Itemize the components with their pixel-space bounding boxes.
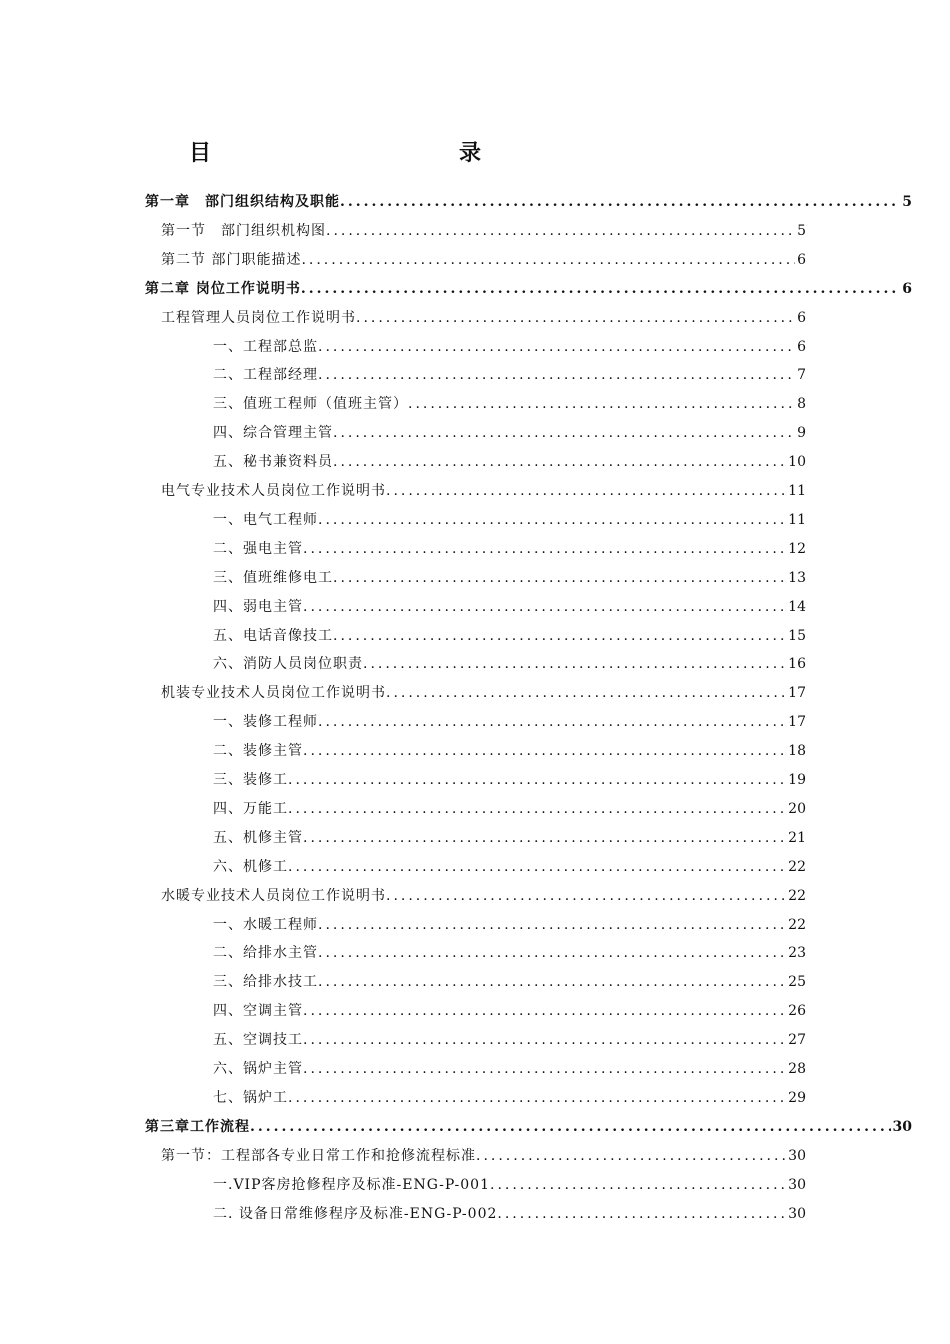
toc-entry-label: 六、消防人员岗位职责 (213, 656, 363, 672)
dot-leader (288, 770, 786, 790)
toc-entry-page-number: 17 (788, 685, 806, 701)
dot-leader (303, 597, 786, 617)
toc-entry[interactable] (145, 192, 912, 212)
dot-leader (318, 337, 795, 357)
toc-entry[interactable] (213, 539, 806, 559)
dot-leader (301, 250, 795, 270)
toc-entry[interactable] (213, 423, 806, 443)
toc-entry[interactable] (213, 799, 806, 819)
dot-leader (363, 654, 786, 674)
toc-entry-label: 第二章 岗位工作说明书 (145, 281, 301, 297)
toc-entry-label: 六、机修工 (213, 859, 288, 875)
toc-entry-page-number: 13 (788, 570, 806, 586)
toc-entry-page-number: 20 (788, 801, 806, 817)
toc-entry-page-number: 25 (788, 974, 806, 990)
toc-entry-page-number: 16 (788, 656, 806, 672)
toc-entry[interactable] (213, 741, 806, 761)
toc-entry[interactable] (145, 1117, 912, 1137)
dot-leader (333, 423, 795, 443)
toc-entry[interactable] (213, 1030, 806, 1050)
toc-entry[interactable] (213, 452, 806, 472)
toc-entry-page-number: 10 (788, 454, 806, 470)
dot-leader (340, 192, 900, 212)
toc-entry-label: 一、水暖工程师 (213, 917, 318, 933)
dot-leader (288, 1088, 786, 1108)
toc-entry-page-number: 23 (788, 945, 806, 961)
toc-entry[interactable] (213, 626, 806, 646)
toc-entry-page-number: 19 (788, 772, 806, 788)
toc-entry[interactable] (161, 1146, 806, 1166)
toc-entry[interactable] (213, 568, 806, 588)
dot-leader (288, 857, 786, 877)
toc-entry[interactable] (161, 221, 806, 241)
toc-entry[interactable] (161, 308, 806, 328)
toc-entry[interactable] (161, 250, 806, 270)
toc-entry-label: 电气专业技术人员岗位工作说明书 (161, 483, 386, 499)
toc-entry-label: 第一节 部门组织机构图 (161, 223, 326, 239)
dot-leader (303, 741, 786, 761)
dot-leader (303, 1030, 786, 1050)
toc-entry-page-number: 30 (788, 1148, 806, 1164)
toc-entry[interactable] (213, 770, 806, 790)
toc-entry-label: 三、值班维修电工 (213, 570, 333, 586)
toc-entry-page-number: 22 (788, 917, 806, 933)
toc-entry-page-number: 5 (797, 223, 806, 239)
dot-leader (333, 452, 786, 472)
toc-entry[interactable] (145, 279, 912, 299)
toc-entry-page-number: 6 (902, 281, 912, 297)
toc-entry-label: 五、秘书兼资料员 (213, 454, 333, 470)
toc-entry[interactable] (213, 857, 806, 877)
dot-leader (301, 279, 900, 299)
toc-entry-label: 二. 设备日常维修程序及标准-ENG-P-002 (213, 1206, 498, 1222)
toc-entry[interactable] (213, 712, 806, 732)
toc-entry-page-number: 28 (788, 1061, 806, 1077)
toc-entry-label: 五、空调技工 (213, 1032, 303, 1048)
dot-leader (318, 915, 786, 935)
dot-leader (333, 626, 786, 646)
toc-entry-page-number: 8 (797, 396, 806, 412)
toc-entry-label: 三、给排水技工 (213, 974, 318, 990)
toc-entry-label: 二、给排水主管 (213, 945, 318, 961)
dot-leader (386, 683, 786, 703)
toc-entry[interactable] (161, 683, 806, 703)
toc-entry[interactable] (213, 915, 806, 935)
toc-entry-label: 第二节 部门职能描述 (161, 252, 302, 268)
dot-leader (476, 1146, 786, 1166)
toc-entry-page-number: 6 (797, 339, 806, 355)
toc-entry[interactable] (213, 972, 806, 992)
dot-leader (408, 394, 795, 414)
toc-entry[interactable] (213, 394, 806, 414)
toc-entry-label: 机装专业技术人员岗位工作说明书 (161, 685, 386, 701)
toc-entry-page-number: 14 (788, 599, 806, 615)
toc-entry-label: 二、强电主管 (213, 541, 303, 557)
toc-entry[interactable] (213, 828, 806, 848)
toc-entry-label: 一、装修工程师 (213, 714, 318, 730)
toc-entry[interactable] (213, 510, 806, 530)
toc-entry-page-number: 11 (788, 512, 806, 528)
toc-entry-label: 二、工程部经理 (213, 367, 318, 383)
toc-entry-page-number: 17 (788, 714, 806, 730)
toc-entry-page-number: 11 (788, 483, 806, 499)
page-title: 目 录 (188, 140, 549, 166)
toc-entry[interactable] (213, 1088, 806, 1108)
dot-leader (303, 539, 786, 559)
toc-entry-label: 五、机修主管 (213, 830, 303, 846)
toc-entry-page-number: 21 (788, 830, 806, 846)
toc-entry-label: 四、万能工 (213, 801, 288, 817)
toc-entry[interactable] (213, 1204, 806, 1224)
dot-leader (303, 828, 786, 848)
toc-entry-label: 工程管理人员岗位工作说明书 (161, 310, 356, 326)
toc-entry[interactable] (213, 654, 806, 674)
toc-entry-page-number: 9 (797, 425, 806, 441)
toc-entry-label: 七、锅炉工 (213, 1090, 288, 1106)
dot-leader (326, 221, 795, 241)
toc-entry-label: 一、工程部总监 (213, 339, 318, 355)
dot-leader (497, 1204, 786, 1224)
toc-entry-label: 四、综合管理主管 (213, 425, 333, 441)
toc-entry-label: 六、锅炉主管 (213, 1061, 303, 1077)
toc-entry[interactable] (213, 1059, 806, 1079)
toc-entry[interactable] (161, 481, 806, 501)
dot-leader (318, 972, 786, 992)
toc-entry-label: 四、空调主管 (213, 1003, 303, 1019)
toc-entry-page-number: 22 (788, 888, 806, 904)
toc-entry[interactable] (213, 597, 806, 617)
toc-entry[interactable] (161, 886, 806, 906)
toc-entry-label: 水暖专业技术人员岗位工作说明书 (161, 888, 386, 904)
toc-entry-label: 三、装修工 (213, 772, 288, 788)
toc-entry-label: 二、装修主管 (213, 743, 303, 759)
dot-leader (318, 365, 795, 385)
toc-entry-page-number: 12 (788, 541, 806, 557)
dot-leader (386, 886, 786, 906)
dot-leader (356, 308, 795, 328)
dot-leader (303, 1001, 786, 1021)
toc-entry-page-number: 18 (788, 743, 806, 759)
dot-leader (318, 943, 786, 963)
toc-entry-page-number: 30 (788, 1177, 806, 1193)
toc-entry[interactable] (213, 943, 806, 963)
dot-leader (250, 1117, 891, 1137)
toc-entry-page-number: 30 (892, 1119, 912, 1135)
toc-entry-label: 一.VIP客房抢修程序及标准-ENG-P-001 (213, 1177, 490, 1193)
toc-entry-label: 第三章工作流程 (145, 1119, 250, 1135)
dot-leader (318, 712, 786, 732)
toc-entry-page-number: 5 (902, 194, 912, 210)
toc-entry-page-number: 27 (788, 1032, 806, 1048)
toc-entry-page-number: 6 (797, 252, 806, 268)
dot-leader (386, 481, 786, 501)
toc-entry[interactable] (213, 365, 806, 385)
toc-entry-page-number: 26 (788, 1003, 806, 1019)
toc-entry-label: 四、弱电主管 (213, 599, 303, 615)
toc-entry-label: 一、电气工程师 (213, 512, 318, 528)
toc-entry-page-number: 30 (788, 1206, 806, 1222)
dot-leader (303, 1059, 786, 1079)
toc-entry-page-number: 29 (788, 1090, 806, 1106)
toc-entry[interactable] (213, 337, 806, 357)
toc-entry-label: 三、值班工程师（值班主管） (213, 396, 408, 412)
toc-entry-page-number: 7 (797, 367, 806, 383)
dot-leader (288, 799, 786, 819)
toc-entry-page-number: 22 (788, 859, 806, 875)
toc-entry-label: 第一章 部门组织结构及职能 (145, 194, 340, 210)
toc-entry[interactable] (213, 1175, 806, 1195)
toc-entry[interactable] (213, 1001, 806, 1021)
toc-entry-label: 五、电话音像技工 (213, 628, 333, 644)
toc-entry-label: 第一节：工程部各专业日常工作和抢修流程标准 (161, 1148, 476, 1164)
dot-leader (490, 1175, 786, 1195)
dot-leader (318, 510, 786, 530)
toc-entry-page-number: 6 (797, 310, 806, 326)
toc-entry-page-number: 15 (788, 628, 806, 644)
dot-leader (333, 568, 786, 588)
